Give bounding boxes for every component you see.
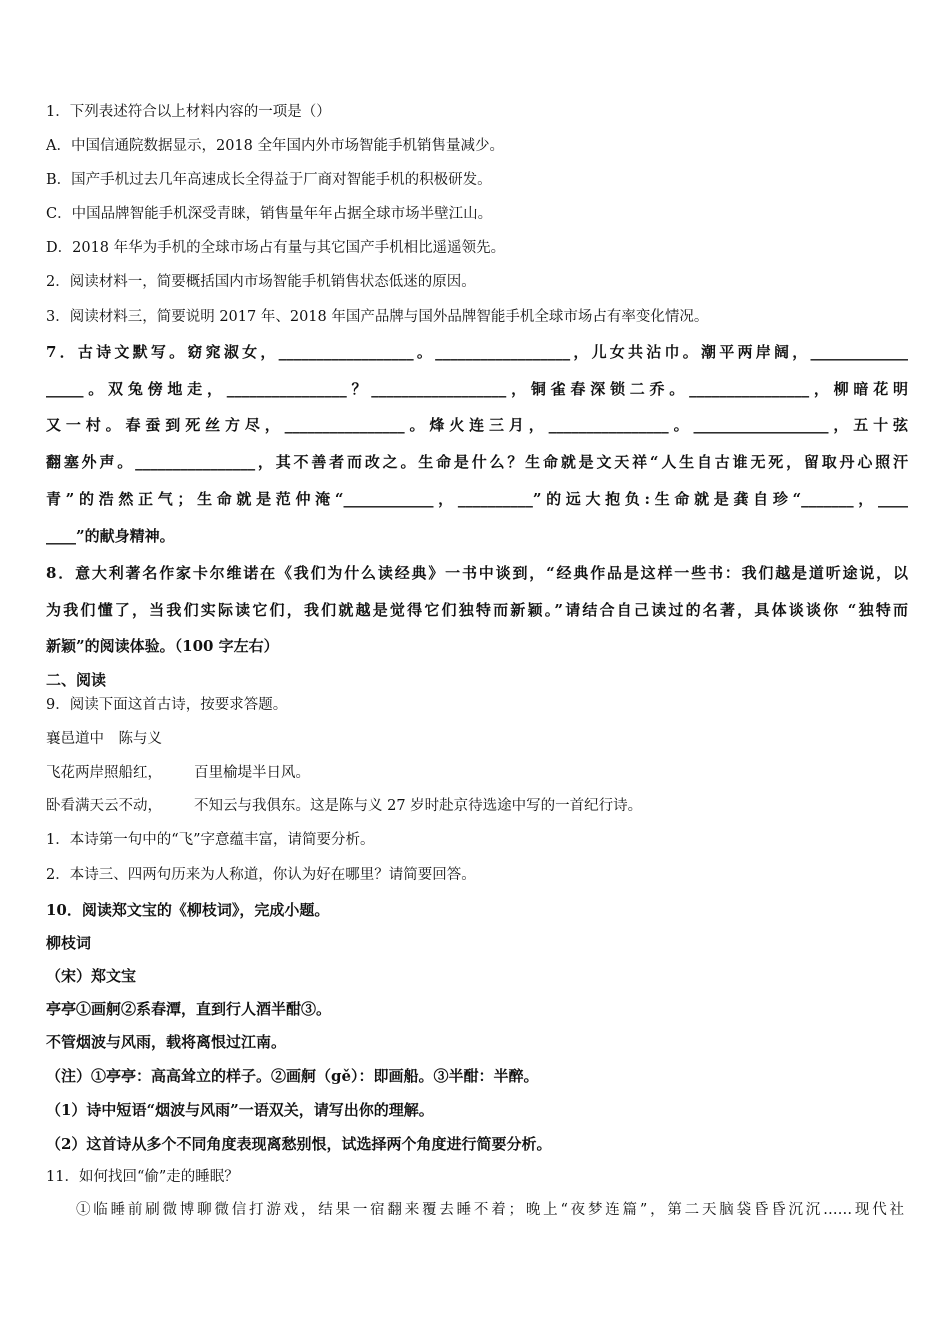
question-1-option-d: D．2018 年华为手机的全球市场占有量与其它国产手机相比遥遥领先。 (46, 240, 506, 256)
question-11-stem: 11．如何找回“偷”走的睡眠？ (46, 1169, 239, 1185)
question-10-stem: 10．阅读郑文宝的《柳枝词》，完成小题。 (46, 901, 330, 919)
question-11-paragraph-1: ①临睡前刷微博聊微信打游戏，结果一宿翻来覆去睡不着；晚上“夜梦连篇”，第二天脑袋昏昏沉沉……现代社 (76, 1202, 904, 1218)
question-7-line-6: ____”的献身精神。 (46, 527, 175, 545)
question-1-option-b: B．国产手机过去几年高速成长全得益于厂商对智能手机的积极研发。 (46, 172, 492, 188)
question-9-stem: 9．阅读下面这首古诗，按要求答题。 (46, 697, 288, 713)
poem-author: （宋）郑文宝 (46, 967, 137, 985)
poem-line-1 (46, 763, 908, 783)
question-7-line-3: 又一村。春蚕到死丝方尽，________________。烽火连三月，________________。__________________，五十弦 (46, 416, 908, 434)
question-3: 3．阅读材料三，简要说明 2017 年、2018 年国产品牌与国外品牌智能手机全球市场占有率变化情况。 (46, 309, 709, 325)
poem-title-author: 襄邑道中 陈与义 (46, 731, 162, 747)
question-7-line-1: 7．古诗文默写。窈窕淑女，__________________。__________________，儿女共沾巾。潮平两岸阔，_____________ (46, 343, 908, 361)
section-heading-reading: 二、阅读 (46, 671, 107, 689)
question-10-sub-1: （1）诗中短语“烟波与风雨”一语双关，请写出你的理解。 (46, 1101, 434, 1119)
poem-line-2 (46, 796, 908, 816)
poem-notes: （注）①亭亭：高高耸立的样子。②画舸（gě）：即画船。③半酣：半醉。 (46, 1067, 539, 1085)
poem-line-2b: 不知云与我俱东。这是陈与义 27 岁时赴京待选途中写的一首纪行诗。 (194, 798, 643, 814)
question-1-option-c: C．中国品牌智能手机深受青睐，销售量年年占据全球市场半壁江山。 (46, 206, 493, 222)
question-1-stem: 1．下列表述符合以上材料内容的一项是（） (46, 104, 331, 120)
question-7-line-4: 翻塞外声。________________，其不善者而改之。生命是什么？生命就是文天祥“人生自古谁无死，留取丹心照汗 (46, 453, 908, 471)
poem-line-1b: 百里榆堤半日风。 (194, 765, 310, 781)
question-8-line-3: 新颖”的阅读体验。（100 字左右） (46, 637, 279, 655)
question-7-line-2: _____。双兔傍地走，________________？__________________，铜雀春深锁二乔。________________，柳暗花明 (46, 380, 908, 398)
poem-line-1a: 飞花两岸照船红， (46, 765, 162, 781)
poem-verse-2: 不管烟波与风雨，载将离恨过江南。 (46, 1033, 287, 1051)
poem-line-2a: 卧看满天云不动， (46, 798, 162, 814)
question-9-sub-2: 2．本诗三、四两句历来为人称道，你认为好在哪里？请简要回答。 (46, 867, 476, 883)
question-8-line-2: 为我们懂了，当我们实际读它们，我们就越是觉得它们独特而新颖。”请结合自己读过的名著，具体谈谈你 “独特而 (46, 601, 908, 619)
poem-verse-1: 亭亭①画舸②系春潭，直到行人酒半酣③。 (46, 1000, 332, 1018)
question-2: 2．阅读材料一，简要概括国内市场智能手机销售状态低迷的原因。 (46, 274, 476, 290)
question-9-sub-1: 1．本诗第一句中的“飞”字意蕴丰富，请简要分析。 (46, 832, 375, 848)
question-1-option-a: A．中国信通院数据显示，2018 全年国内外市场智能手机销售量减少。 (46, 138, 504, 154)
poem-title: 柳枝词 (46, 934, 92, 952)
question-8-line-1: 8．意大利著名作家卡尔维诺在《我们为什么读经典》一书中谈到，“经典作品是这样一些书：我们越是道听途说，以 (46, 564, 908, 582)
question-7-line-5: 青”的浩然正气；生命就是范仲淹“____________，__________”的远大抱负:生命就是龚自珍“_______，____ (46, 490, 908, 508)
question-10-sub-2: （2）这首诗从多个不同角度表现离愁别恨，试选择两个角度进行简要分析。 (46, 1135, 552, 1153)
